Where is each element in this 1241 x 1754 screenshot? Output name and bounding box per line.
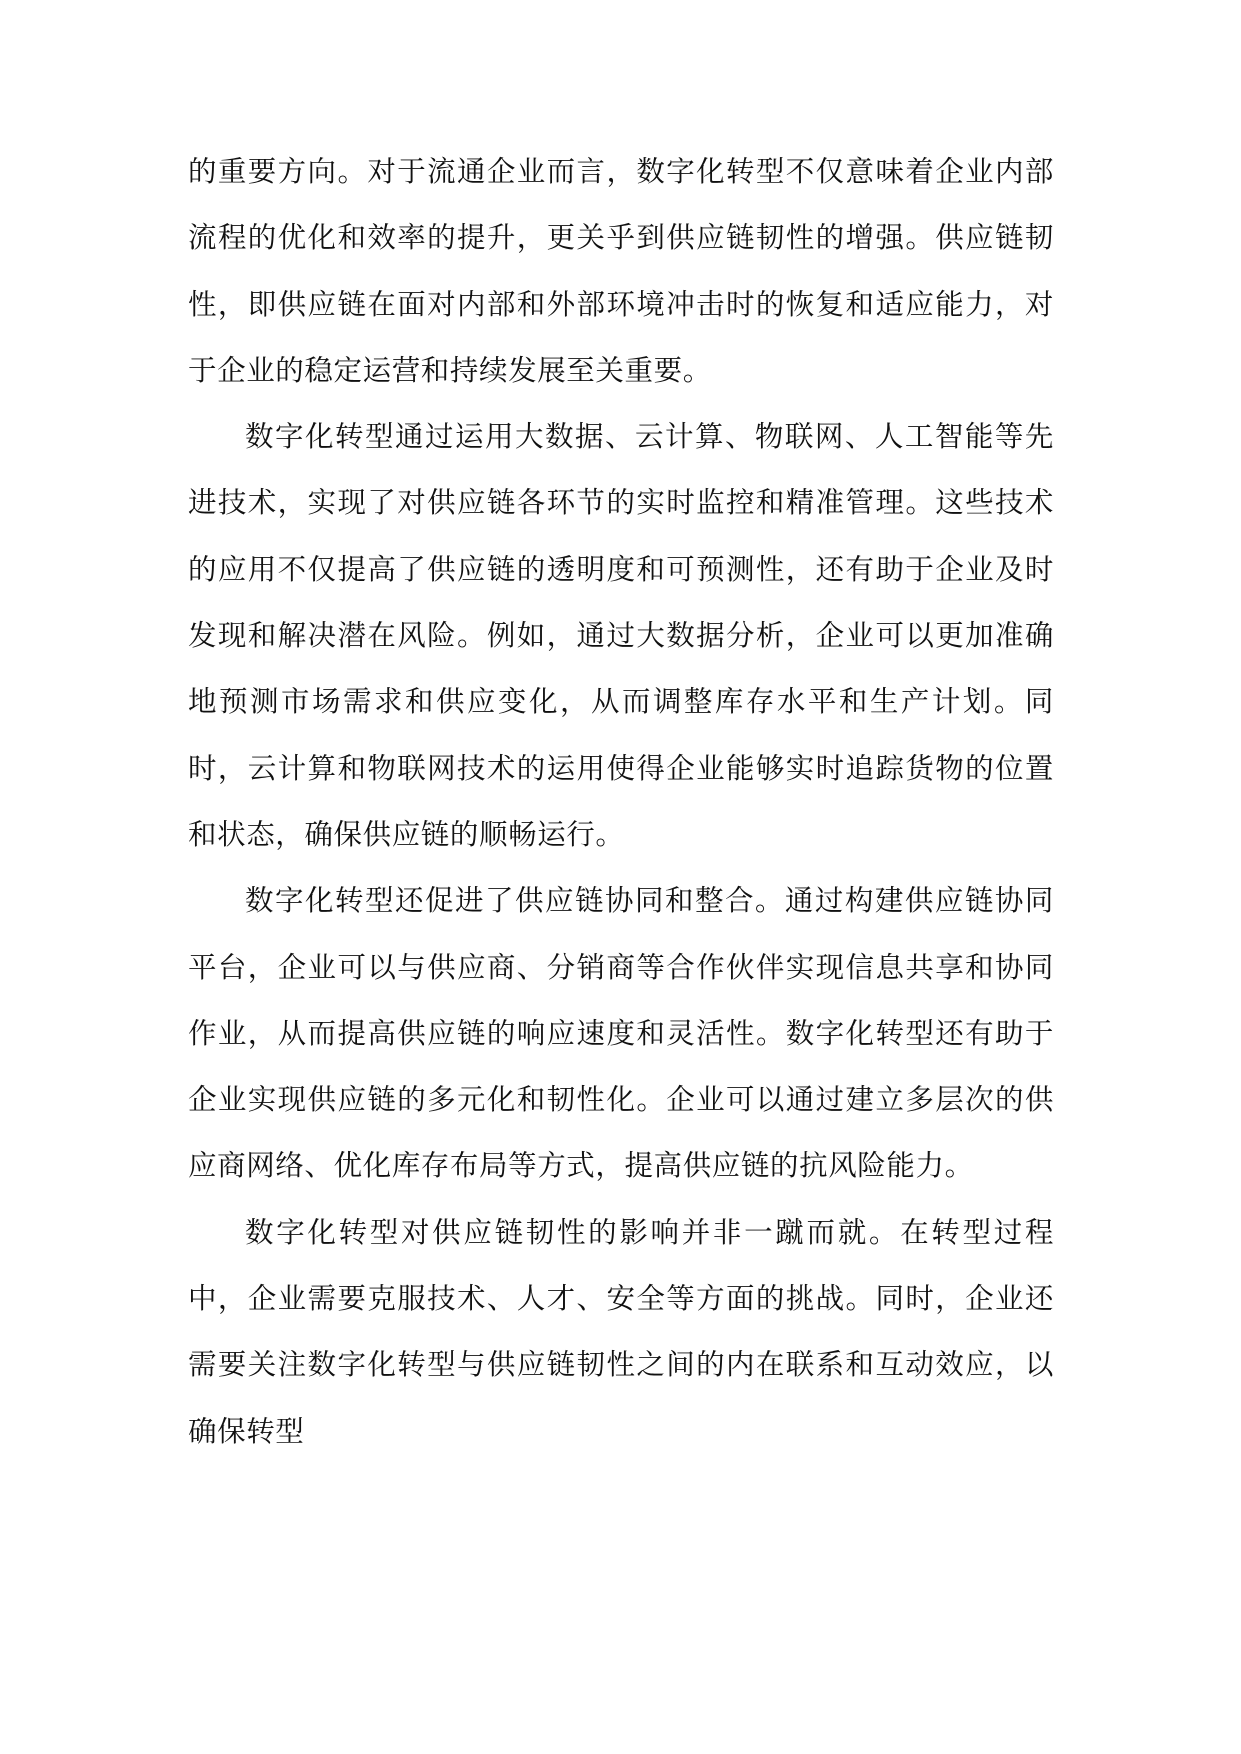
paragraph-1: 的重要方向。对于流通企业而言，数字化转型不仅意味着企业内部流程的优化和效率的提升，更关乎到供应链韧性的增强。供应链韧性，即供应链在面对内部和外部环境冲击时的恢复和适应能力，对于企业的稳定运营和持续发展至关重要。: [188, 155, 1054, 387]
paragraph-2: 数字化转型通过运用大数据、云计算、物联网、人工智能等先进技术，实现了对供应链各环节的实时监控和精准管理。这些技术的应用不仅提高了供应链的透明度和可预测性，还有助于企业及时发现和解决潜在风险。例如，通过大数据分析，企业可以更加准确地预测市场需求和供应变化，从而调整库存水平和生产计划。同时，云计算和物联网技术的运用使得企业能够实时追踪货物的位置和状态，确保供应链的顺畅运行。: [188, 420, 1054, 851]
paragraph-4: 数字化转型对供应链韧性的影响并非一蹴而就。在转型过程中，企业需要克服技术、人才、安全等方面的挑战。同时，企业还需要关注数字化转型与供应链韧性之间的内在联系和互动效应，以确保转型: [188, 1215, 1054, 1448]
document-body: [188, 139, 1054, 1465]
paragraph-3: 数字化转型还促进了供应链协同和整合。通过构建供应链协同平台，企业可以与供应商、分销商等合作伙伴实现信息共享和协同作业，从而提高供应链的响应速度和灵活性。数字化转型还有助于企业实现供应链的多元化和韧性化。企业可以通过建立多层次的供应商网络、优化库存布局等方式，提高供应链的抗风险能力。: [188, 884, 1054, 1183]
